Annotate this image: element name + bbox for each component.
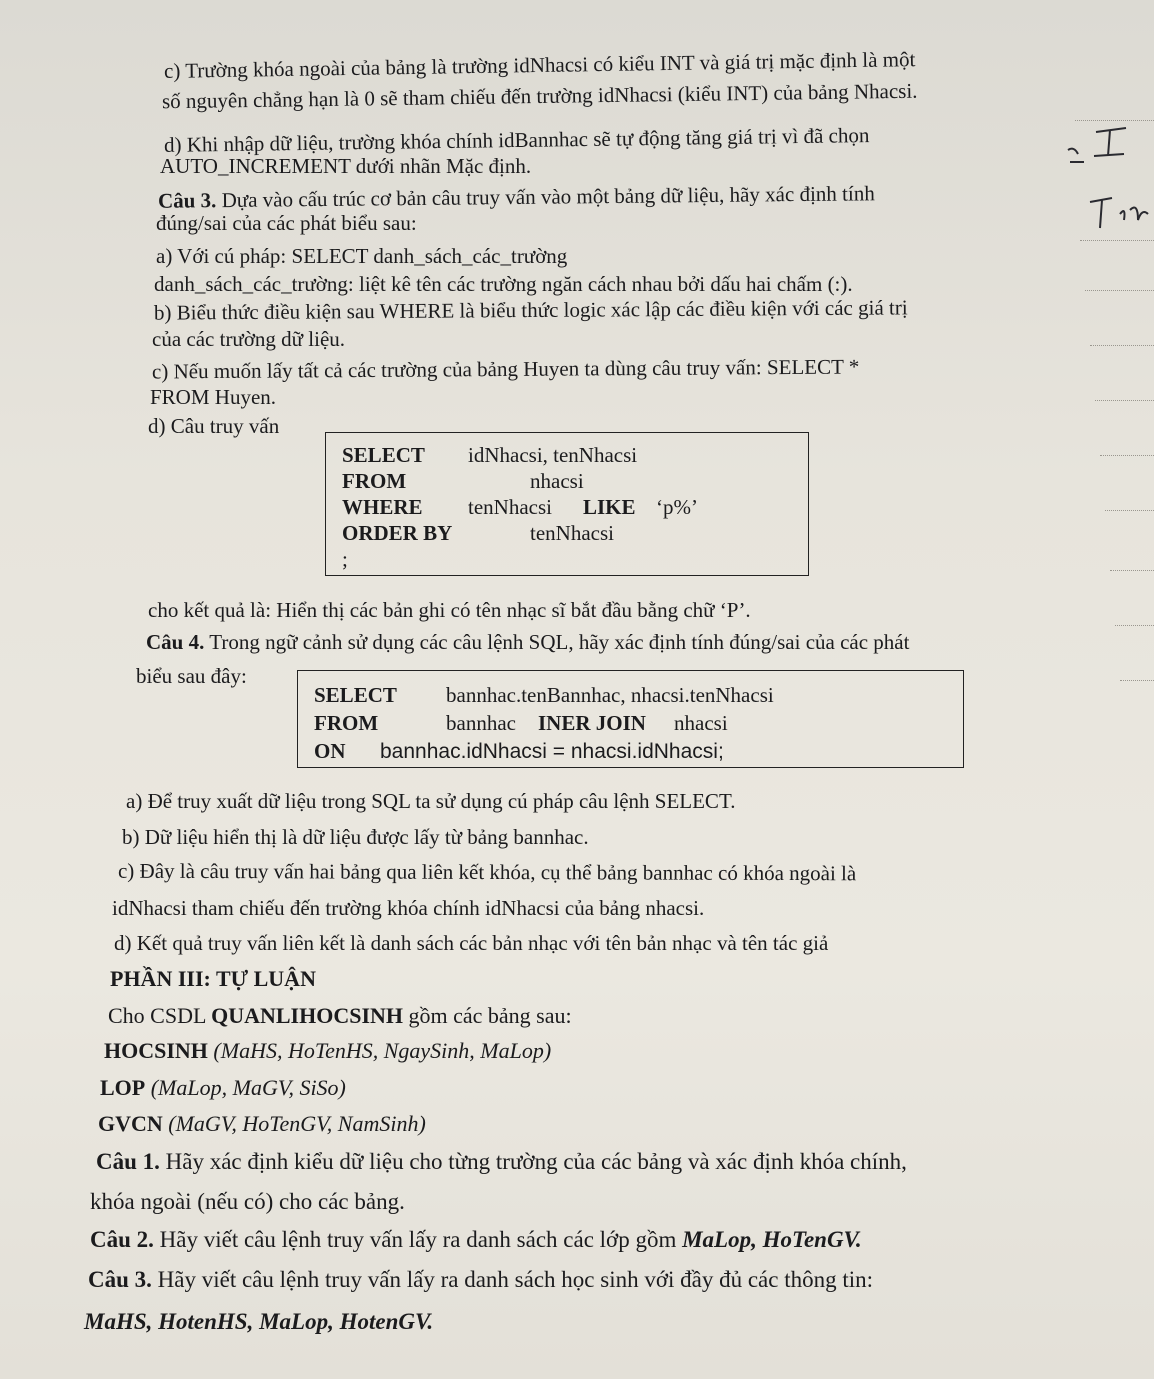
margin-rule [1110,570,1154,571]
q2d-line1: d) Khi nhập dữ liệu, trường khóa chính idBannhac sẽ tự động tăng giá trị vì đã chọn [163,123,870,157]
q2c-line2: số nguyên chẳng hạn là 0 sẽ tham chiếu đến trường idNhacsi (kiểu INT) của bảng Nhacsi. [161,78,918,114]
sql-keyword: FROM [342,469,407,493]
q4a: a) Để truy xuất dữ liệu trong SQL ta sử dụng cú pháp câu lệnh SELECT. [126,789,736,813]
c2-line [90,1228,862,1251]
c2-text: Hãy viết câu lệnh truy vấn lấy ra danh sách các lớp gồm [153,1227,683,1252]
sql-keyword: LIKE [583,495,636,519]
q3-label: Câu 3. [157,188,217,213]
table-lop [100,1077,346,1099]
sql-value: ‘p%’ [656,495,698,519]
q3d-line2: cho kết quả là: Hiển thị các bản ghi có tên nhạc sĩ bắt đầu bằng chữ ‘P’. [148,598,751,622]
q2c-line1: c) Trường khóa ngoài của bảng là trường idNhacsi có kiểu INT và giá trị mặc định là một [163,47,916,83]
q3d-line1: d) Câu truy vấn [148,414,280,438]
q3-line2: đúng/sai của các phát biểu sau: [156,211,417,235]
db-name: QUANLIHOCSINH [211,1003,404,1028]
table-hocsinh [104,1040,551,1062]
table-name: LOP [100,1075,146,1100]
margin-rule [1085,290,1154,291]
q3b-line2: của các trường dữ liệu. [152,327,346,351]
table-fields: (MaHS, HoTenHS, NgaySinh, MaLop) [207,1038,552,1063]
sql-value: idNhacsi, tenNhacsi [468,443,638,467]
q4-line2: biểu sau đây: [136,664,247,688]
c3-text: Hãy viết câu lệnh truy vấn lấy ra danh sách học sinh với đầy đủ các thông tin: [151,1267,874,1292]
sql-keyword: INER JOIN [538,711,646,735]
c1-label: Câu 1. [96,1149,160,1174]
margin-rule [1115,625,1154,626]
margin-rule [1105,510,1154,511]
c2-label: Câu 2. [90,1227,154,1252]
q4c-line2: idNhacsi tham chiếu đến trường khóa chính idNhacsi của bảng nhacsi. [112,896,705,920]
margin-rule [1100,455,1154,456]
c3-label: Câu 3. [88,1267,152,1292]
q4-sql-box [297,670,964,768]
c1-line1 [96,1150,907,1173]
q3c-line1: c) Nếu muốn lấy tất cả các trường của bảng Huyen ta dùng câu truy vấn: SELECT * [151,354,860,384]
q4b: b) Dữ liệu hiển thị là dữ liệu được lấy từ bảng bannhac. [122,825,589,849]
sql-value: nhacsi [674,711,728,735]
sql-value: bannhac [446,711,516,735]
sql-keyword: WHERE [342,495,423,519]
q4c-line1: c) Đây là câu truy vấn hai bảng qua liên kết khóa, cụ thể bảng bannhac có khóa ngoài là [117,858,857,886]
c1-text: Hãy xác định kiểu dữ liệu cho từng trường của các bảng và xác định khóa chính, [159,1149,907,1174]
table-gvcn [98,1113,426,1135]
c3-line1 [88,1268,873,1291]
intro-suffix: gồm các bảng sau: [403,1003,572,1028]
sql-terminator: ; [342,547,348,571]
q3c-line2: FROM Huyen. [150,385,277,409]
c2-fields: MaLop, HoTenGV. [682,1227,862,1252]
sql-keyword: FROM [314,711,379,735]
q3-text: Dựa vào cấu trúc cơ bản câu truy vấn vào một bảng dữ liệu, hãy xác định tính [216,181,875,213]
table-name: GVCN [98,1111,163,1136]
table-name: HOCSINH [104,1038,208,1063]
q3a-line1: a) Với cú pháp: SELECT danh_sách_các_trường [156,244,568,268]
q2d-line2: AUTO_INCREMENT dưới nhãn Mặc định. [160,154,532,178]
q3a-line2: danh_sách_các_trường: liệt kê tên các trường ngăn cách nhau bởi dấu hai chấm (:). [154,272,853,296]
margin-rule [1120,680,1154,681]
sql-keyword: ORDER BY [342,521,453,545]
sql-value: nhacsi [530,469,584,493]
q4d: d) Kết quả truy vấn liên kết là danh sách các bản nhạc với tên bản nhạc và tên tác giả [114,931,829,955]
q4-line1 [146,632,909,653]
c3-line2: MaHS, HotenHS, MaLop, HotenGV. [84,1309,434,1334]
margin-rule [1080,240,1154,241]
part3-heading: PHẦN III: TỰ LUẬN [110,966,316,991]
q3-sql-box [325,432,809,576]
q4-text: Trong ngữ cảnh sử dụng các câu lệnh SQL, hãy xác định tính đúng/sai của các phát [204,630,910,654]
margin-rule [1095,400,1154,401]
q4-label: Câu 4. [146,630,205,654]
sql-keyword: ON [314,739,346,763]
q3b-line1: b) Biểu thức điều kiện sau WHERE là biểu thức logic xác lập các điều kiện với các giá trị [153,295,908,325]
sql-keyword: SELECT [314,683,397,707]
intro-prefix: Cho CSDL [108,1003,212,1028]
sql-keyword: SELECT [342,443,425,467]
sql-value: bannhac.tenBannhac, nhacsi.tenNhacsi [446,683,774,707]
sql-value: tenNhacsi [468,495,552,519]
handwritten-mark-icon [1060,110,1154,240]
margin-rule [1090,345,1154,346]
q3-line1 [158,183,875,212]
sql-value: bannhac.idNhacsi = nhacsi.idNhacsi; [380,740,724,763]
part3-intro [108,1005,572,1027]
table-fields: (MaLop, MaGV, SiSo) [145,1075,346,1100]
sql-value: tenNhacsi [530,521,614,545]
table-fields: (MaGV, HoTenGV, NamSinh) [162,1111,426,1136]
c1-line2: khóa ngoài (nếu có) cho các bảng. [90,1189,405,1214]
